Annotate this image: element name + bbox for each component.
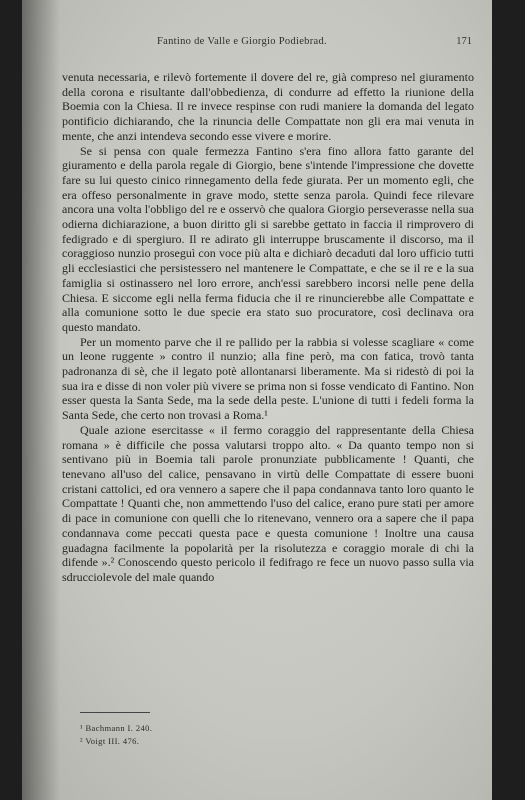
- paragraph: Quale azione esercitasse « il fermo coraggio del rappresentante della Chiesa romana » è difficile che possa valutarsi troppo alto. « Da quanto tempo non si sentivano più in Boemia tali parole pronunziate pubblicamente ! Quanti, che tenevano all'uso del calice, pensavano in virtù delle Compattate di essere buoni cristani cattolici, ed ora vennero a sapere che il papa condannava tanto loro quanto le Compattate ! Quanti che, non ammettendo l'uso del calice, erano pure stati per amore di pace in comunione con quelli che lo ritenevano, vennero ora a sapere che il papa condannava come peccati questa pace e questa comunione ! Inoltre una causa guadagna facilmente la popolarità per la risolutezza e coraggio morale di chi la difende ».² Conoscendo questo pericolo il fedifrago re fece un nuovo passo sulla via sdrucciolevole del male quando: [62, 422, 474, 584]
- paragraph: Se si pensa con quale fermezza Fantino s'era fino allora fatto garante del giuramento e della parola regale di Giorgio, bene s'intende l'impressione che dovette fare su lui questo cinico rinnegamento della fede giurata. Per un momento egli, che era offeso personalmente in grave modo, stette senza parola. Quindi fece rilevare ancora una volta l'obbligo del re e osservò che qualora Giorgio perseverasse nella sua odierna dichiarazione, a buon diritto gli si sarebbe gettato in faccia il rimprovero di fedigrado e di spergiuro. Il re adirato gli interruppe bruscamente il discorso, ma il coraggioso nunzio proseguì con voce più alta e dichiarò decaduti dal loro ufficio tutti gli ecclesiastici che persistessero nel mantenere le Compattate, e che se il re e la sua famiglia si ostinassero nel loro errore, anch'essi sarebbero incorsi nelle pene della Chiesa. E siccome egli nella ferma fiducia che il re rinuncierebbe alle Compattate e alla comunione sotto le due specie era stato suo procuratore, così declinava ora questo mandato.: [62, 143, 474, 334]
- paragraph: venuta necessaria, e rilevò fortemente il dovere del re, già compreso nel giuramento della corona e risultante dall'obbedienza, di condurre ad effetto la riunione della Boemia con la Chiesa. Il re invece respinse con rudi maniere la domanda del legato pontificio dichiarando, che la rinuncia delle Compattate non gli era mai venuta in mente, che anzi intendeva secondo esse vivere e morire.: [62, 70, 474, 143]
- footnotes: [80, 722, 152, 748]
- footnote: ¹ Bachmann I. 240.: [80, 723, 153, 733]
- body-text: [62, 70, 474, 585]
- paragraph: Per un momento parve che il re pallido per la rabbia si volesse scagliare « come un leone ruggente » contro il nunzio; alla fine però, ma con fatica, trovò tanta padronanza di sè, che il legato potè allontanarsi liberamente. Ma si ridestò di poi la sua ira e disse di non voler più vivere se prima non si fosse vendicato di Fantino. Non esser questa la Santa Sede, ma la sede della peste. L'unione di tutti i fedeli forma la Santa Sede, che certo non trovasi a Roma.¹: [62, 334, 474, 423]
- footnote: ² Voigt III. 476.: [80, 736, 140, 746]
- book-page: [22, 0, 492, 800]
- page-number: 171: [456, 36, 472, 47]
- page-header: [62, 36, 472, 54]
- footnote-divider: [80, 712, 150, 713]
- running-title: Fantino de Valle e Giorgio Podiebrad.: [157, 36, 327, 47]
- page-gutter-shadow: [22, 0, 60, 800]
